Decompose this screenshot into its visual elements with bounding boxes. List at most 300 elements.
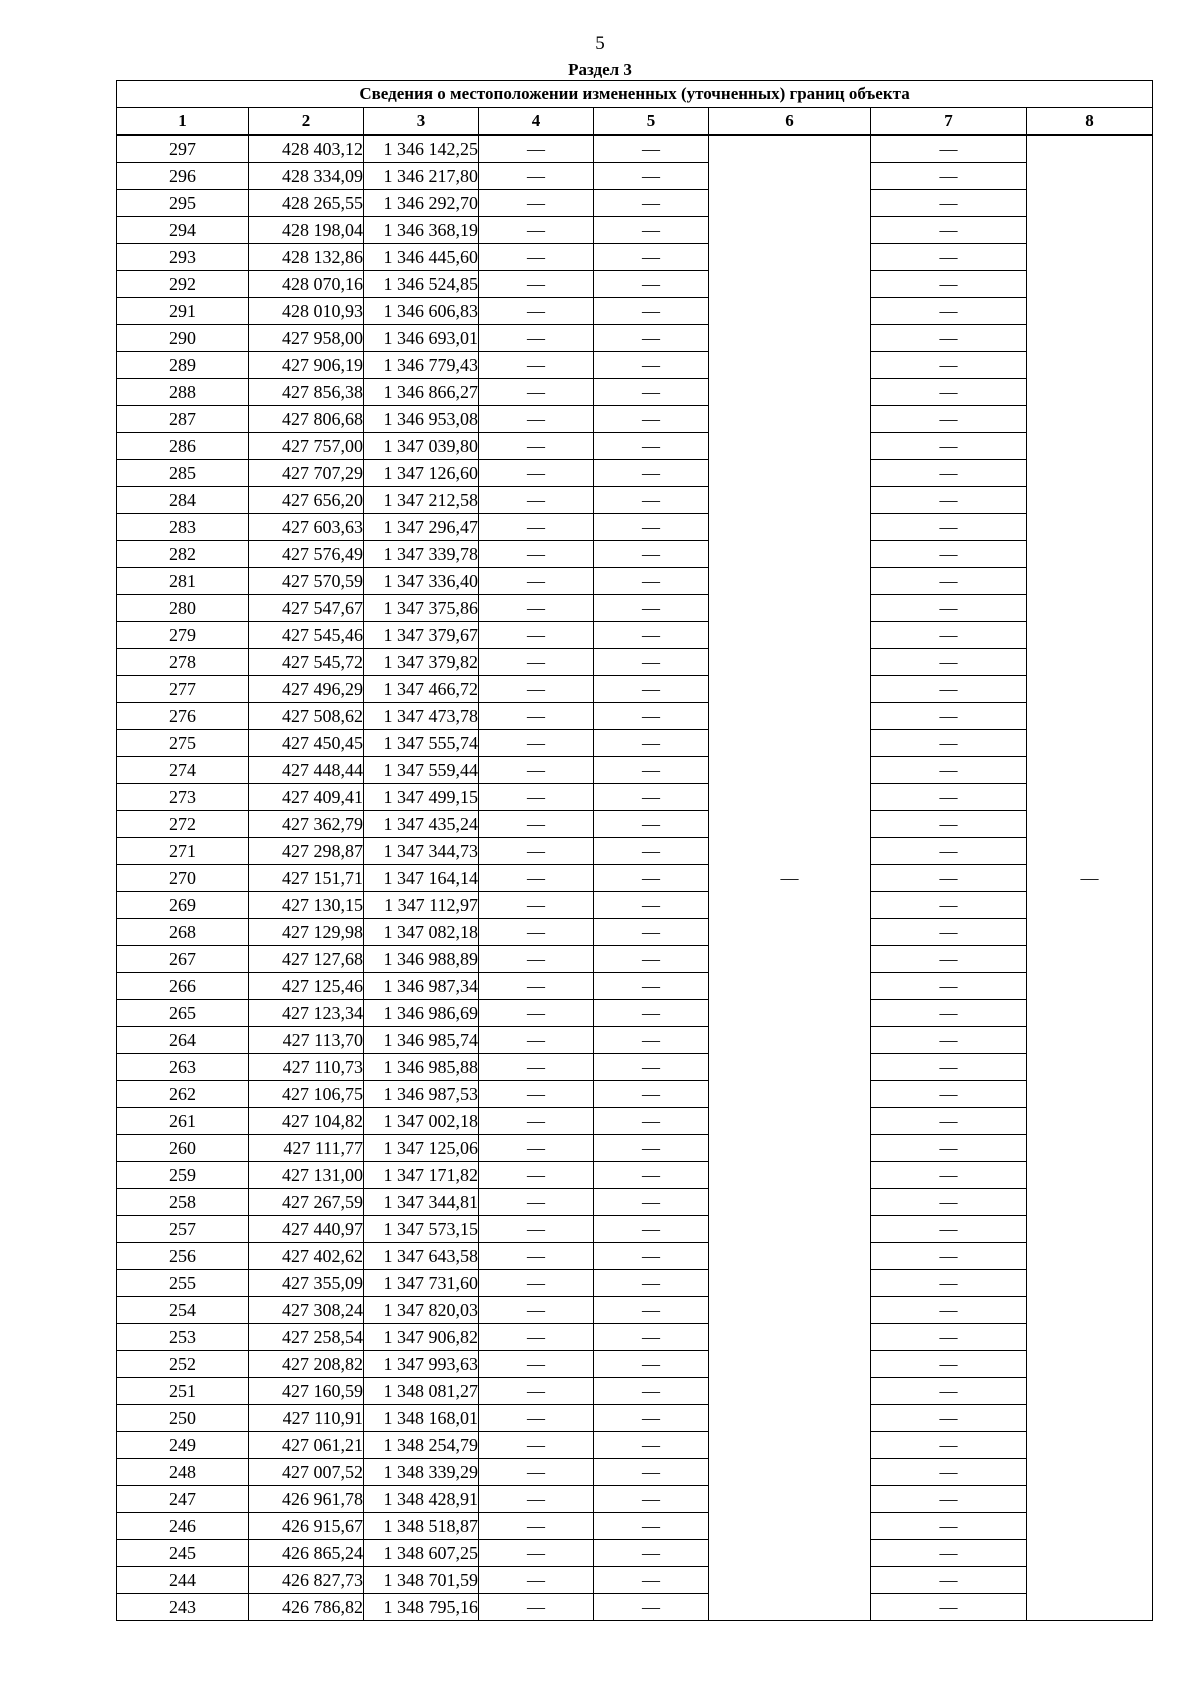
- column-7-cell: —: [871, 1108, 1027, 1135]
- coordinate-y-cell: 1 347 082,18: [364, 919, 479, 946]
- point-number-cell: 259: [117, 1162, 249, 1189]
- section-title: Раздел 3: [568, 60, 632, 79]
- coordinate-x-cell: 427 757,00: [249, 433, 364, 460]
- column-5-cell: —: [594, 298, 709, 325]
- coordinate-x-cell: 426 786,82: [249, 1594, 364, 1621]
- table-row: [117, 406, 1153, 433]
- table-row: [117, 1405, 1153, 1432]
- coordinate-x-cell: 428 132,86: [249, 244, 364, 271]
- coordinate-y-cell: 1 347 559,44: [364, 757, 479, 784]
- column-5-cell: —: [594, 892, 709, 919]
- point-number-cell: 253: [117, 1324, 249, 1351]
- coordinate-x-cell: 426 827,73: [249, 1567, 364, 1594]
- point-number-cell: 273: [117, 784, 249, 811]
- column-4-cell: —: [479, 1108, 594, 1135]
- table-row: [117, 730, 1153, 757]
- column-5-cell: —: [594, 271, 709, 298]
- coordinate-x-cell: 427 258,54: [249, 1324, 364, 1351]
- column-5-cell: —: [594, 676, 709, 703]
- table-row: [117, 649, 1153, 676]
- table-row: [117, 298, 1153, 325]
- coordinate-x-cell: 428 198,04: [249, 217, 364, 244]
- column-4-cell: —: [479, 352, 594, 379]
- table-row: [117, 973, 1153, 1000]
- column-4-cell: —: [479, 514, 594, 541]
- column-7-cell: —: [871, 271, 1027, 298]
- column-number-row: [117, 108, 1153, 136]
- coordinate-y-cell: 1 348 795,16: [364, 1594, 479, 1621]
- column-5-cell: —: [594, 1378, 709, 1405]
- coordinate-y-cell: 1 346 987,53: [364, 1081, 479, 1108]
- table-row: [117, 1216, 1153, 1243]
- coordinate-x-cell: 426 915,67: [249, 1513, 364, 1540]
- table-row: [117, 919, 1153, 946]
- column-7-cell: —: [871, 838, 1027, 865]
- table-row: [117, 244, 1153, 271]
- column-5-cell: —: [594, 649, 709, 676]
- table-row: [117, 1378, 1153, 1405]
- column-7-cell: —: [871, 1378, 1027, 1405]
- point-number-cell: 260: [117, 1135, 249, 1162]
- coordinate-x-cell: 427 906,19: [249, 352, 364, 379]
- column-4-cell: —: [479, 1270, 594, 1297]
- column-7-cell: —: [871, 973, 1027, 1000]
- column-7-cell: —: [871, 568, 1027, 595]
- column-7-cell: —: [871, 1540, 1027, 1567]
- column-5-cell: —: [594, 1594, 709, 1621]
- column-4-cell: —: [479, 1000, 594, 1027]
- point-number-cell: 270: [117, 865, 249, 892]
- column-7-cell: —: [871, 406, 1027, 433]
- coordinate-x-cell: 427 508,62: [249, 703, 364, 730]
- column-5-cell: —: [594, 1351, 709, 1378]
- coordinate-y-cell: 1 347 164,14: [364, 865, 479, 892]
- column-7-cell: —: [871, 433, 1027, 460]
- column-5-cell: —: [594, 1108, 709, 1135]
- column-4-cell: —: [479, 1405, 594, 1432]
- page-number: 5: [595, 33, 605, 54]
- column-4-cell: —: [479, 676, 594, 703]
- column-7-cell: —: [871, 784, 1027, 811]
- column-5-cell: —: [594, 1513, 709, 1540]
- column-4-cell: —: [479, 460, 594, 487]
- table-row: [117, 379, 1153, 406]
- coordinate-x-cell: 427 110,73: [249, 1054, 364, 1081]
- column-5-cell: —: [594, 244, 709, 271]
- coordinate-x-cell: 427 603,63: [249, 514, 364, 541]
- point-number-cell: 254: [117, 1297, 249, 1324]
- column-4-cell: —: [479, 298, 594, 325]
- column-5-cell: —: [594, 514, 709, 541]
- coordinate-y-cell: 1 347 112,97: [364, 892, 479, 919]
- column-5-cell: —: [594, 784, 709, 811]
- column-5-cell: —: [594, 946, 709, 973]
- column-4-cell: —: [479, 595, 594, 622]
- column-5-cell: —: [594, 379, 709, 406]
- coordinate-y-cell: 1 346 142,25: [364, 135, 479, 163]
- table-row: [117, 541, 1153, 568]
- table-row: [117, 1513, 1153, 1540]
- point-number-cell: 275: [117, 730, 249, 757]
- column-4-cell: —: [479, 973, 594, 1000]
- coordinate-x-cell: 427 450,45: [249, 730, 364, 757]
- coordinate-x-cell: 427 127,68: [249, 946, 364, 973]
- coordinate-y-cell: 1 346 524,85: [364, 271, 479, 298]
- column-4-cell: —: [479, 190, 594, 217]
- coordinate-x-cell: 427 111,77: [249, 1135, 364, 1162]
- coordinate-x-cell: 427 123,34: [249, 1000, 364, 1027]
- point-number-cell: 243: [117, 1594, 249, 1621]
- table-row: [117, 946, 1153, 973]
- column-number: 4: [479, 108, 594, 136]
- column-7-cell: —: [871, 1351, 1027, 1378]
- column-5-cell: —: [594, 1459, 709, 1486]
- coordinate-x-cell: 427 298,87: [249, 838, 364, 865]
- column-5-cell: —: [594, 595, 709, 622]
- coordinate-y-cell: 1 348 518,87: [364, 1513, 479, 1540]
- coordinate-y-cell: 1 348 428,91: [364, 1486, 479, 1513]
- column-4-cell: —: [479, 135, 594, 163]
- coordinate-y-cell: 1 347 379,67: [364, 622, 479, 649]
- point-number-cell: 251: [117, 1378, 249, 1405]
- point-number-cell: 248: [117, 1459, 249, 1486]
- column-4-cell: —: [479, 1378, 594, 1405]
- coordinate-y-cell: 1 346 953,08: [364, 406, 479, 433]
- table-row: [117, 487, 1153, 514]
- point-number-cell: 265: [117, 1000, 249, 1027]
- column-number: 2: [249, 108, 364, 136]
- coordinate-y-cell: 1 347 573,15: [364, 1216, 479, 1243]
- column-5-cell: —: [594, 1567, 709, 1594]
- column-5-cell: —: [594, 703, 709, 730]
- point-number-cell: 272: [117, 811, 249, 838]
- column-5-cell: —: [594, 406, 709, 433]
- coordinate-y-cell: 1 347 820,03: [364, 1297, 479, 1324]
- table-row: [117, 811, 1153, 838]
- column-7-cell: —: [871, 1324, 1027, 1351]
- table-row: [117, 352, 1153, 379]
- coordinate-y-cell: 1 346 866,27: [364, 379, 479, 406]
- point-number-cell: 244: [117, 1567, 249, 1594]
- coordinate-x-cell: 427 409,41: [249, 784, 364, 811]
- point-number-cell: 263: [117, 1054, 249, 1081]
- coordinate-x-cell: 427 104,82: [249, 1108, 364, 1135]
- table-row: [117, 1297, 1153, 1324]
- column-5-cell: —: [594, 1054, 709, 1081]
- column-4-cell: —: [479, 1027, 594, 1054]
- column-7-cell: —: [871, 1027, 1027, 1054]
- table-row: [117, 676, 1153, 703]
- table-row: [117, 217, 1153, 244]
- coordinate-y-cell: 1 347 643,58: [364, 1243, 479, 1270]
- column-5-cell: —: [594, 460, 709, 487]
- column-7-cell: —: [871, 865, 1027, 892]
- table-row: [117, 1459, 1153, 1486]
- column-4-cell: —: [479, 1216, 594, 1243]
- column-5-cell: —: [594, 1297, 709, 1324]
- column-5-cell: —: [594, 1000, 709, 1027]
- coordinate-x-cell: 427 958,00: [249, 325, 364, 352]
- table-row: [117, 838, 1153, 865]
- coordinate-x-cell: 427 110,91: [249, 1405, 364, 1432]
- column-5-cell: —: [594, 190, 709, 217]
- column-5-cell: —: [594, 1162, 709, 1189]
- point-number-cell: 285: [117, 460, 249, 487]
- column-5-cell: —: [594, 730, 709, 757]
- column-5-cell: —: [594, 1324, 709, 1351]
- column-4-cell: —: [479, 433, 594, 460]
- column-4-cell: —: [479, 1189, 594, 1216]
- column-5-cell: —: [594, 163, 709, 190]
- coordinate-y-cell: 1 348 168,01: [364, 1405, 479, 1432]
- coordinate-x-cell: 427 355,09: [249, 1270, 364, 1297]
- column-7-cell: —: [871, 487, 1027, 514]
- point-number-cell: 255: [117, 1270, 249, 1297]
- coordinate-x-cell: 427 547,67: [249, 595, 364, 622]
- column-5-cell: —: [594, 1189, 709, 1216]
- table-row: [117, 784, 1153, 811]
- column-4-cell: —: [479, 730, 594, 757]
- coordinate-y-cell: 1 347 002,18: [364, 1108, 479, 1135]
- column-4-cell: —: [479, 1432, 594, 1459]
- table-row: [117, 1189, 1153, 1216]
- point-number-cell: 282: [117, 541, 249, 568]
- column-7-cell: —: [871, 190, 1027, 217]
- coordinate-x-cell: 427 576,49: [249, 541, 364, 568]
- point-number-cell: 279: [117, 622, 249, 649]
- column-4-cell: —: [479, 1567, 594, 1594]
- column-5-cell: —: [594, 811, 709, 838]
- point-number-cell: 267: [117, 946, 249, 973]
- table-row: [117, 1324, 1153, 1351]
- column-7-cell: —: [871, 1000, 1027, 1027]
- coordinate-y-cell: 1 347 336,40: [364, 568, 479, 595]
- coordinate-x-cell: 427 208,82: [249, 1351, 364, 1378]
- column-4-cell: —: [479, 406, 594, 433]
- column-4-cell: —: [479, 919, 594, 946]
- coordinate-x-cell: 427 570,59: [249, 568, 364, 595]
- point-number-cell: 274: [117, 757, 249, 784]
- point-number-cell: 276: [117, 703, 249, 730]
- table-row: [117, 460, 1153, 487]
- point-number-cell: 295: [117, 190, 249, 217]
- point-number-cell: 258: [117, 1189, 249, 1216]
- coordinate-y-cell: 1 346 779,43: [364, 352, 479, 379]
- coordinate-y-cell: 1 347 344,81: [364, 1189, 479, 1216]
- column-7-cell: —: [871, 1081, 1027, 1108]
- coordinate-y-cell: 1 346 985,74: [364, 1027, 479, 1054]
- point-number-cell: 264: [117, 1027, 249, 1054]
- column-7-cell: —: [871, 460, 1027, 487]
- point-number-cell: 286: [117, 433, 249, 460]
- column-7-cell: —: [871, 1216, 1027, 1243]
- table-row: [117, 1135, 1153, 1162]
- table-row: [117, 1108, 1153, 1135]
- coordinate-y-cell: 1 346 985,88: [364, 1054, 479, 1081]
- coordinate-y-cell: 1 346 217,80: [364, 163, 479, 190]
- table-row: [117, 1540, 1153, 1567]
- table-row: [117, 1027, 1153, 1054]
- column-7-cell: —: [871, 676, 1027, 703]
- coordinate-y-cell: 1 347 731,60: [364, 1270, 479, 1297]
- column-7-cell: —: [871, 1567, 1027, 1594]
- column-4-cell: —: [479, 1351, 594, 1378]
- column-5-cell: —: [594, 1486, 709, 1513]
- coordinate-x-cell: 428 070,16: [249, 271, 364, 298]
- column-4-cell: —: [479, 757, 594, 784]
- column-4-cell: —: [479, 1540, 594, 1567]
- table-row: [117, 514, 1153, 541]
- coordinate-x-cell: 427 856,38: [249, 379, 364, 406]
- column-4-cell: —: [479, 892, 594, 919]
- coordinate-x-cell: 427 125,46: [249, 973, 364, 1000]
- point-number-cell: 278: [117, 649, 249, 676]
- column-5-cell: —: [594, 622, 709, 649]
- column-number: 7: [871, 108, 1027, 136]
- column-7-cell: —: [871, 892, 1027, 919]
- coordinate-x-cell: 426 865,24: [249, 1540, 364, 1567]
- column-4-cell: —: [479, 1594, 594, 1621]
- coordinate-y-cell: 1 347 379,82: [364, 649, 479, 676]
- coordinate-y-cell: 1 347 212,58: [364, 487, 479, 514]
- coordinate-x-cell: 427 362,79: [249, 811, 364, 838]
- point-number-cell: 268: [117, 919, 249, 946]
- coordinate-x-cell: 427 129,98: [249, 919, 364, 946]
- table-caption: Сведения о местоположении измененных (уточненных) границ объекта: [117, 81, 1153, 108]
- table-row: [117, 1432, 1153, 1459]
- point-number-cell: 293: [117, 244, 249, 271]
- column-5-cell: —: [594, 1081, 709, 1108]
- coordinate-x-cell: 427 448,44: [249, 757, 364, 784]
- coordinate-y-cell: 1 346 368,19: [364, 217, 479, 244]
- column-5-cell: —: [594, 1135, 709, 1162]
- coordinate-y-cell: 1 346 986,69: [364, 1000, 479, 1027]
- column-4-cell: —: [479, 325, 594, 352]
- point-number-cell: 291: [117, 298, 249, 325]
- coordinate-y-cell: 1 347 126,60: [364, 460, 479, 487]
- table-row: [117, 1351, 1153, 1378]
- table-row: [117, 595, 1153, 622]
- column-4-cell: —: [479, 217, 594, 244]
- point-number-cell: 257: [117, 1216, 249, 1243]
- column-4-cell: —: [479, 568, 594, 595]
- column-7-cell: —: [871, 595, 1027, 622]
- column-7-cell: —: [871, 135, 1027, 163]
- column-number: 1: [117, 108, 249, 136]
- point-number-cell: 296: [117, 163, 249, 190]
- column-4-cell: —: [479, 1243, 594, 1270]
- table-row: [117, 1486, 1153, 1513]
- column-7-cell: —: [871, 1459, 1027, 1486]
- coordinate-x-cell: 427 113,70: [249, 1027, 364, 1054]
- coordinate-y-cell: 1 348 607,25: [364, 1540, 479, 1567]
- column-4-cell: —: [479, 649, 594, 676]
- point-number-cell: 280: [117, 595, 249, 622]
- point-number-cell: 246: [117, 1513, 249, 1540]
- column-7-cell: —: [871, 298, 1027, 325]
- column-7-cell: —: [871, 325, 1027, 352]
- coordinate-y-cell: 1 347 499,15: [364, 784, 479, 811]
- coordinate-y-cell: 1 347 039,80: [364, 433, 479, 460]
- coordinate-y-cell: 1 346 987,34: [364, 973, 479, 1000]
- coordinate-x-cell: 427 440,97: [249, 1216, 364, 1243]
- column-7-cell: —: [871, 622, 1027, 649]
- coordinate-y-cell: 1 347 473,78: [364, 703, 479, 730]
- coordinate-y-cell: 1 347 466,72: [364, 676, 479, 703]
- table-row: [117, 568, 1153, 595]
- column-4-cell: —: [479, 163, 594, 190]
- column-5-cell: —: [594, 838, 709, 865]
- column-7-cell: —: [871, 811, 1027, 838]
- coordinate-y-cell: 1 347 344,73: [364, 838, 479, 865]
- coordinate-y-cell: 1 346 292,70: [364, 190, 479, 217]
- column-7-cell: —: [871, 1594, 1027, 1621]
- column-7-cell: —: [871, 946, 1027, 973]
- column-5-cell: —: [594, 1243, 709, 1270]
- coordinate-x-cell: 427 402,62: [249, 1243, 364, 1270]
- column-5-cell: —: [594, 1405, 709, 1432]
- column-7-cell: —: [871, 1270, 1027, 1297]
- column-4-cell: —: [479, 1054, 594, 1081]
- column-5-cell: —: [594, 541, 709, 568]
- column-4-cell: —: [479, 1135, 594, 1162]
- coordinate-x-cell: 427 707,29: [249, 460, 364, 487]
- table-row: [117, 1594, 1153, 1621]
- column-5-cell: —: [594, 217, 709, 244]
- point-number-cell: 294: [117, 217, 249, 244]
- column-4-cell: —: [479, 622, 594, 649]
- column-7-cell: —: [871, 1135, 1027, 1162]
- column-5-cell: —: [594, 433, 709, 460]
- column-7-cell: —: [871, 757, 1027, 784]
- column-5-cell: —: [594, 1270, 709, 1297]
- coordinate-x-cell: 427 007,52: [249, 1459, 364, 1486]
- coordinate-y-cell: 1 347 555,74: [364, 730, 479, 757]
- column-7-cell: —: [871, 1162, 1027, 1189]
- table-body: [117, 135, 1153, 1621]
- coordinate-y-cell: 1 348 701,59: [364, 1567, 479, 1594]
- table-row: [117, 703, 1153, 730]
- column-4-cell: —: [479, 1297, 594, 1324]
- coordinate-y-cell: 1 347 339,78: [364, 541, 479, 568]
- coordinate-x-cell: 428 010,93: [249, 298, 364, 325]
- column-7-cell: —: [871, 379, 1027, 406]
- column-7-cell: —: [871, 1432, 1027, 1459]
- coordinate-y-cell: 1 347 375,86: [364, 595, 479, 622]
- table-row: [117, 622, 1153, 649]
- point-number-cell: 266: [117, 973, 249, 1000]
- table-row: [117, 892, 1153, 919]
- column-7-cell: —: [871, 919, 1027, 946]
- column-4-cell: —: [479, 1513, 594, 1540]
- column-number: 8: [1027, 108, 1153, 136]
- table-row: [117, 757, 1153, 784]
- coordinate-x-cell: 427 806,68: [249, 406, 364, 433]
- column-7-cell: —: [871, 649, 1027, 676]
- coordinate-x-cell: 427 106,75: [249, 1081, 364, 1108]
- coordinate-y-cell: 1 347 435,24: [364, 811, 479, 838]
- point-number-cell: 271: [117, 838, 249, 865]
- column-5-cell: —: [594, 919, 709, 946]
- table-row: [117, 163, 1153, 190]
- column-5-cell: —: [594, 352, 709, 379]
- table-row: [117, 433, 1153, 460]
- column-4-cell: —: [479, 1162, 594, 1189]
- column-7-cell: —: [871, 1486, 1027, 1513]
- point-number-cell: 287: [117, 406, 249, 433]
- coordinate-x-cell: 426 961,78: [249, 1486, 364, 1513]
- column-5-cell: —: [594, 1540, 709, 1567]
